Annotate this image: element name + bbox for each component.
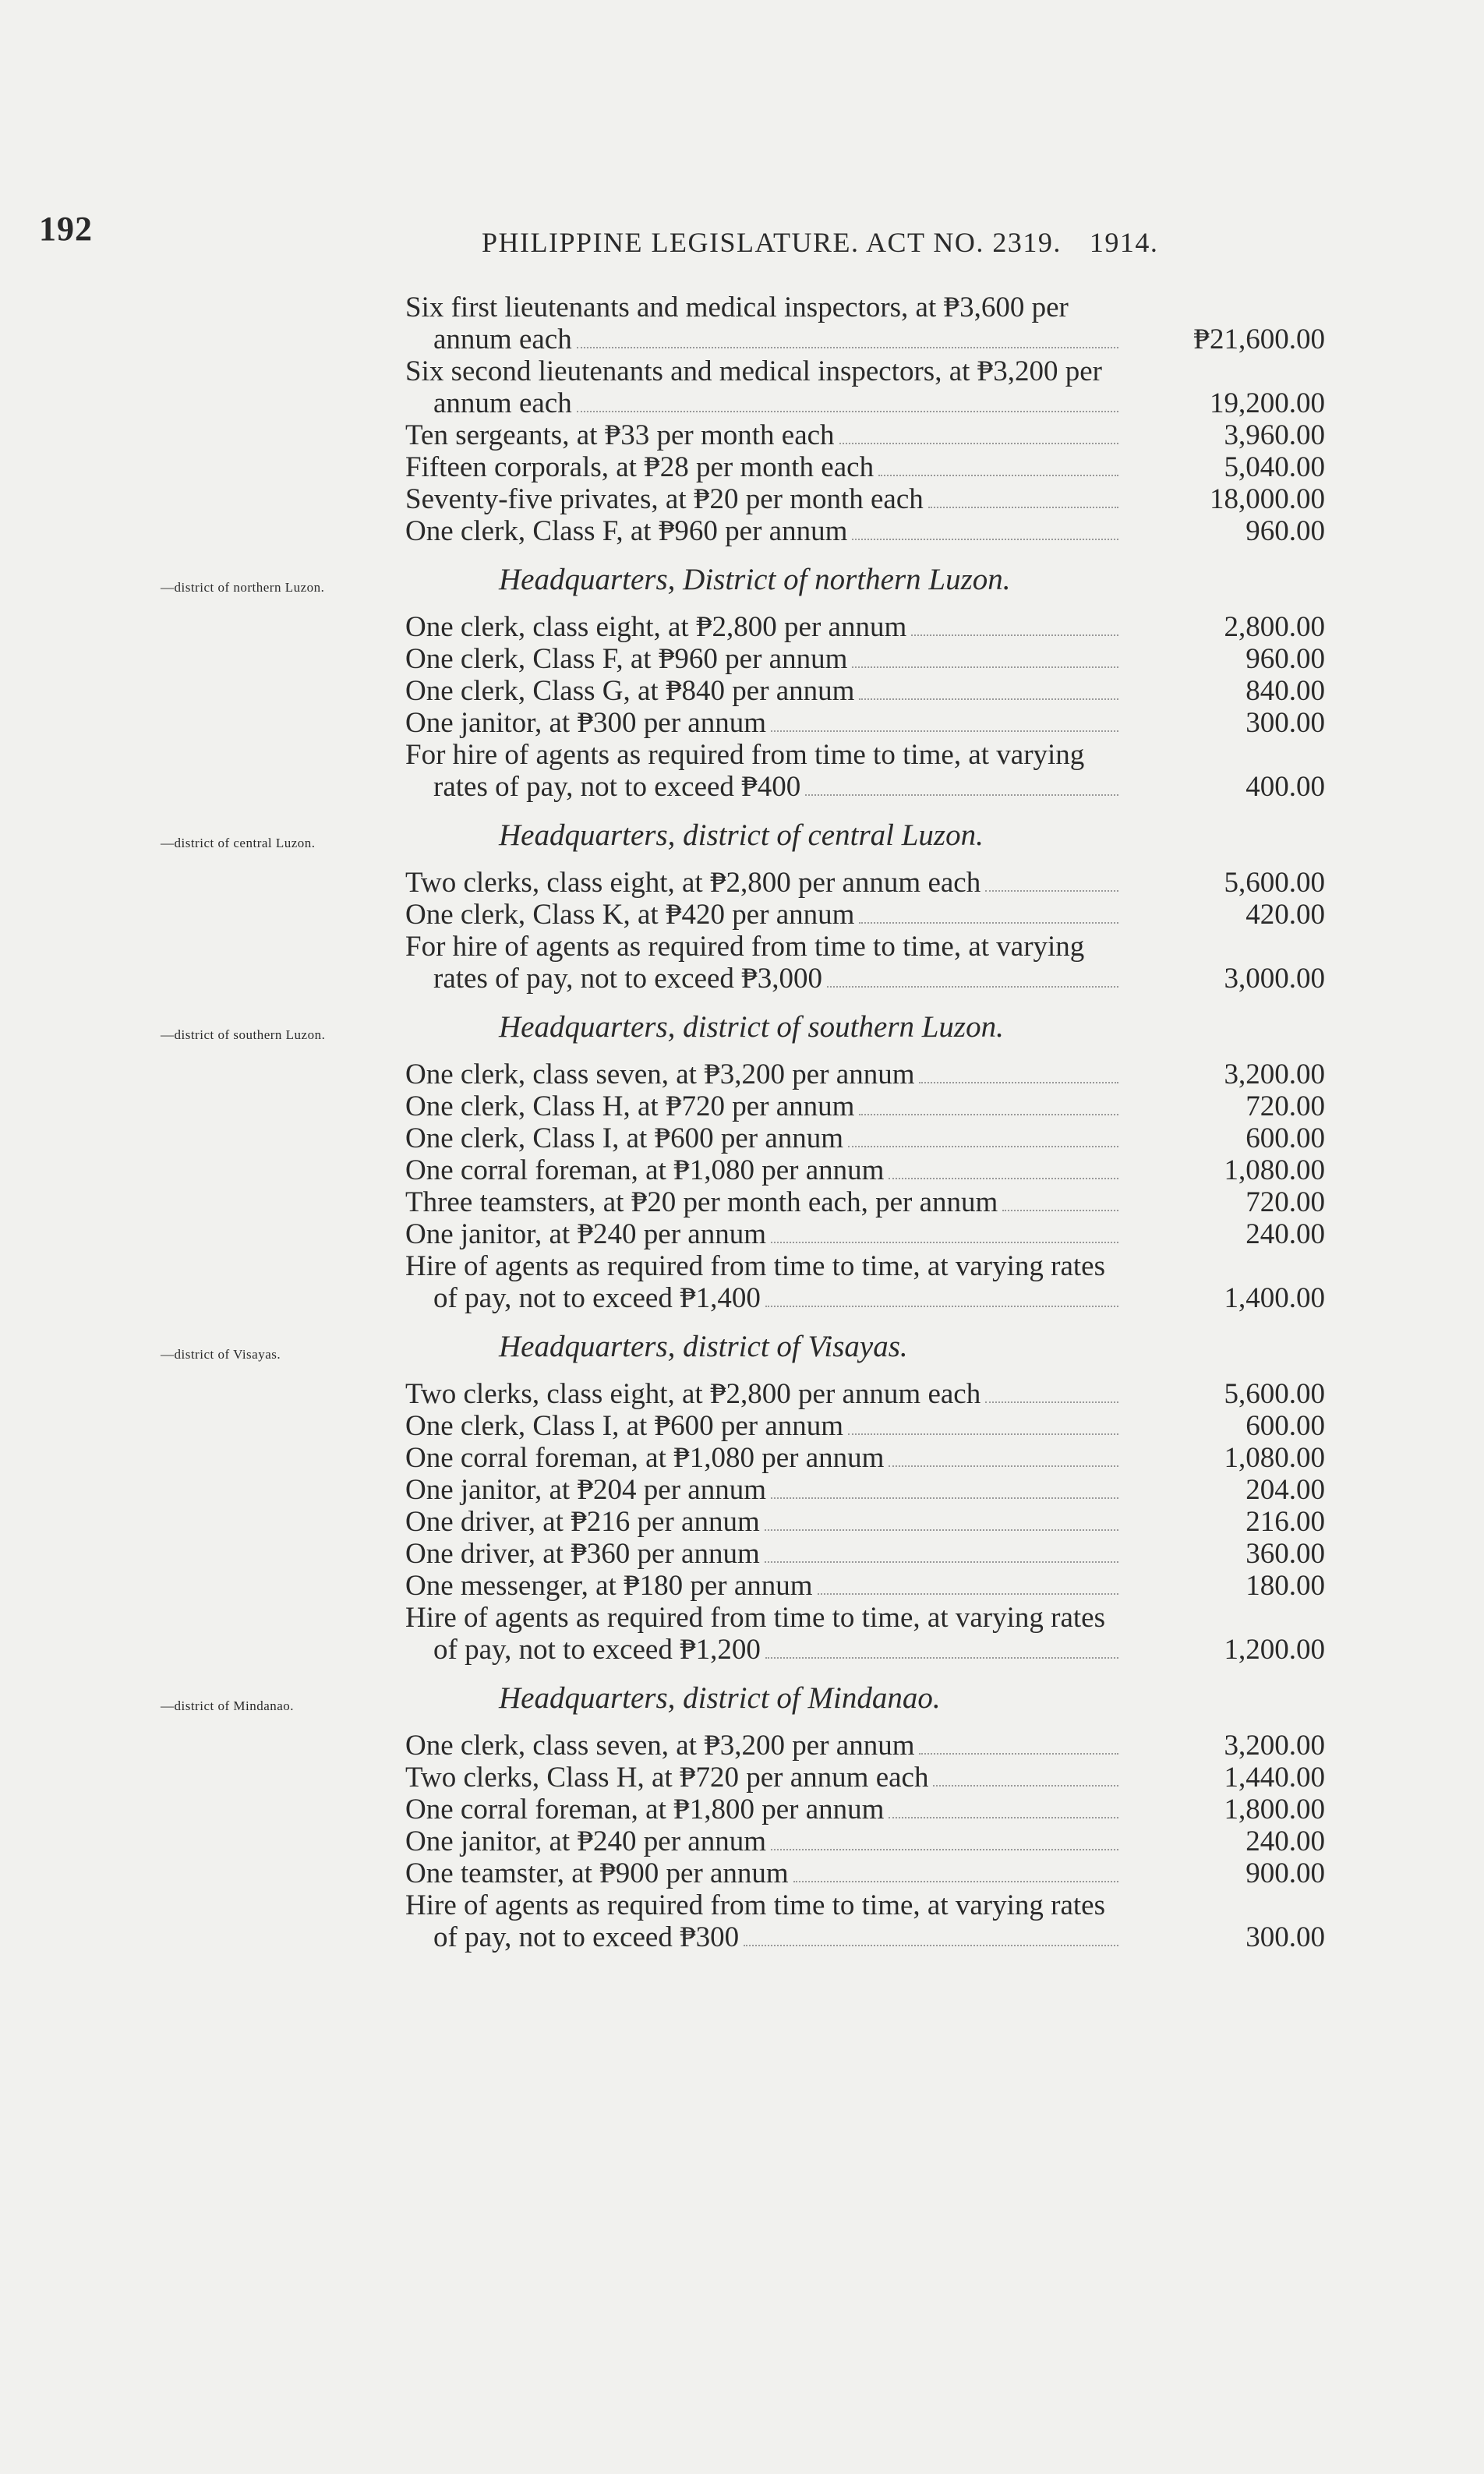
line-item-description	[405, 1186, 1126, 1218]
line-item	[405, 611, 1325, 643]
line-item	[405, 1570, 1325, 1602]
line-item-text: One clerk, class seven, at ₱3,200 per annum	[405, 1059, 915, 1090]
line-item	[405, 1506, 1325, 1538]
line-item	[405, 1154, 1325, 1186]
line-item-description	[405, 1825, 1126, 1857]
line-item-amount: 204.00	[1246, 1474, 1325, 1506]
line-item	[405, 1474, 1325, 1506]
line-item-text: One clerk, Class G, at ₱840 per annum	[405, 675, 855, 707]
line-item	[405, 1090, 1325, 1122]
dot-leader	[765, 1523, 1118, 1531]
margin-note: —district of central Luzon.	[161, 836, 316, 850]
line-item-amount: 1,800.00	[1224, 1794, 1325, 1825]
line-item-description	[405, 1794, 1126, 1825]
dot-leader	[928, 500, 1118, 508]
line-item-text: One clerk, Class K, at ₱420 per annum	[405, 899, 855, 931]
line-item-text: Ten sergeants, at ₱33 per month each	[405, 419, 835, 451]
line-item-amount: 1,080.00	[1224, 1442, 1325, 1474]
line-item-description	[405, 515, 1126, 547]
line-item-text: Seventy-five privates, at ₱20 per month each	[405, 483, 924, 515]
line-item-amount: 19,200.00	[1210, 387, 1325, 419]
line-item	[405, 1602, 1325, 1666]
line-item-amount: 840.00	[1246, 675, 1325, 707]
line-item-description	[405, 1857, 1126, 1889]
dot-leader	[859, 1108, 1118, 1115]
line-item	[405, 1442, 1325, 1474]
line-item-text: Hire of agents as required from time to time, at varying rates of pay, not to exceed ₱1,400	[405, 1250, 1105, 1314]
line-item	[405, 1059, 1325, 1090]
dot-leader	[744, 1939, 1118, 1946]
line-item-text: Six second lieutenants and medical inspectors, at ₱3,200 per annum each	[405, 355, 1102, 419]
line-item	[405, 1825, 1325, 1857]
line-item	[405, 1122, 1325, 1154]
line-item-text: For hire of agents as required from time to time, at varying rates of pay, not to exceed ₱3,000	[405, 931, 1085, 995]
section-heading: Headquarters, District of northern Luzon.	[499, 563, 1011, 596]
dot-leader	[839, 436, 1118, 444]
line-item	[405, 1250, 1325, 1314]
dot-leader	[848, 1140, 1118, 1147]
page-number: 192	[39, 210, 93, 248]
line-item-description	[405, 1570, 1126, 1602]
section	[0, 1010, 1484, 1314]
line-item-text: One clerk, Class F, at ₱960 per annum	[405, 643, 848, 675]
line-item	[405, 1730, 1325, 1762]
line-item-amount: 1,440.00	[1224, 1762, 1325, 1794]
line-item-amount: 420.00	[1246, 899, 1325, 931]
dot-leader	[577, 405, 1118, 412]
line-item	[405, 451, 1325, 483]
line-item	[405, 931, 1325, 995]
dot-leader	[771, 724, 1118, 732]
dot-leader	[852, 532, 1118, 540]
line-item-text: Hire of agents as required from time to time, at varying rates of pay, not to exceed ₱1,200	[405, 1602, 1105, 1666]
section	[0, 563, 1484, 803]
line-item	[405, 1410, 1325, 1442]
line-item-text: Two clerks, class eight, at ₱2,800 per annum each	[405, 867, 981, 899]
line-item-description	[405, 707, 1126, 739]
appropriation-list	[0, 292, 1484, 1953]
line-item-description	[405, 675, 1126, 707]
line-item-text: One corral foreman, at ₱1,080 per annum	[405, 1154, 885, 1186]
margin-note: —district of Mindanao.	[161, 1698, 295, 1713]
line-item-amount: 1,200.00	[1224, 1634, 1325, 1666]
line-item-description	[405, 1218, 1126, 1250]
line-item	[405, 355, 1325, 419]
line-item-amount: 600.00	[1246, 1410, 1325, 1442]
line-item-amount: 600.00	[1246, 1122, 1325, 1154]
line-item-description	[405, 1474, 1126, 1506]
line-item-text: One clerk, class eight, at ₱2,800 per annum	[405, 611, 907, 643]
line-item-text: Six first lieutenants and medical inspectors, at ₱3,600 per annum each	[405, 292, 1069, 355]
line-item-description	[405, 355, 1126, 419]
dot-leader	[771, 1491, 1118, 1499]
line-item-amount: 400.00	[1246, 771, 1325, 803]
line-item-text: Fifteen corporals, at ₱28 per month each	[405, 451, 874, 483]
line-item	[405, 483, 1325, 515]
dot-leader	[577, 341, 1118, 348]
line-item-description	[405, 1889, 1126, 1953]
dot-leader	[889, 1172, 1118, 1179]
line-item-description	[405, 1059, 1126, 1090]
line-item-amount: 3,000.00	[1224, 963, 1325, 995]
dot-leader	[771, 1235, 1118, 1243]
line-item-text: Three teamsters, at ₱20 per month each, per annum	[405, 1186, 998, 1218]
line-item	[405, 292, 1325, 355]
line-item-amount: 180.00	[1246, 1570, 1325, 1602]
line-item-text: For hire of agents as required from time to time, at varying rates of pay, not to exceed ₱400	[405, 739, 1085, 803]
line-item-description	[405, 1442, 1126, 1474]
running-head-year: 1914.	[1089, 227, 1159, 258]
running-head-title: PHILIPPINE LEGISLATURE. ACT NO. 2319.	[482, 227, 1062, 258]
dot-leader	[911, 628, 1118, 636]
line-item	[405, 1857, 1325, 1889]
line-item-text: One messenger, at ₱180 per annum	[405, 1570, 813, 1602]
dot-leader	[771, 1843, 1118, 1850]
dot-leader	[919, 1076, 1118, 1083]
line-item-text: One teamster, at ₱900 per annum	[405, 1857, 789, 1889]
line-item-amount: 5,040.00	[1224, 451, 1325, 483]
line-item-description	[405, 643, 1126, 675]
line-item-text: One janitor, at ₱204 per annum	[405, 1474, 766, 1506]
line-item-text: One corral foreman, at ₱1,800 per annum	[405, 1794, 885, 1825]
dot-leader	[878, 468, 1118, 476]
line-item-text: One clerk, Class I, at ₱600 per annum	[405, 1410, 844, 1442]
line-item-description	[405, 1602, 1126, 1666]
line-item-description	[405, 1410, 1126, 1442]
dot-leader	[793, 1875, 1118, 1882]
dot-leader	[765, 1555, 1118, 1563]
line-item-amount: 5,600.00	[1224, 867, 1325, 899]
line-item	[405, 1762, 1325, 1794]
line-item	[405, 1538, 1325, 1570]
line-item-amount: 3,200.00	[1224, 1059, 1325, 1090]
dot-leader	[859, 692, 1118, 700]
section	[0, 1681, 1484, 1953]
line-item-text: Two clerks, Class H, at ₱720 per annum each	[405, 1762, 929, 1794]
line-item-amount: 720.00	[1246, 1090, 1325, 1122]
line-item-amount: 360.00	[1246, 1538, 1325, 1570]
section-heading: Headquarters, district of Visayas.	[499, 1330, 908, 1363]
line-item-description	[405, 1090, 1126, 1122]
line-item-text: One clerk, Class F, at ₱960 per annum	[405, 515, 848, 547]
line-item-description	[405, 611, 1126, 643]
dot-leader	[818, 1587, 1118, 1595]
line-item-amount: ₱21,600.00	[1193, 323, 1325, 355]
line-item	[405, 1186, 1325, 1218]
dot-leader	[805, 788, 1118, 796]
line-item-description	[405, 1538, 1126, 1570]
line-item-description	[405, 931, 1126, 995]
line-item	[405, 707, 1325, 739]
line-item-description	[405, 419, 1126, 451]
section-heading: Headquarters, district of Mindanao.	[499, 1681, 941, 1715]
line-item-description	[405, 292, 1126, 355]
dot-leader	[848, 1427, 1118, 1435]
line-item-description	[405, 867, 1126, 899]
line-item	[405, 899, 1325, 931]
dot-leader	[919, 1747, 1118, 1755]
line-item-amount: 960.00	[1246, 643, 1325, 675]
line-item-text: One clerk, Class H, at ₱720 per annum	[405, 1090, 855, 1122]
line-item-amount: 1,400.00	[1224, 1282, 1325, 1314]
section-heading: Headquarters, district of southern Luzon.	[499, 1010, 1004, 1044]
section	[0, 818, 1484, 995]
line-item-description	[405, 1122, 1126, 1154]
line-item-amount: 216.00	[1246, 1506, 1325, 1538]
line-item-amount: 240.00	[1246, 1218, 1325, 1250]
dot-leader	[827, 980, 1118, 988]
line-item-text: One janitor, at ₱240 per annum	[405, 1825, 766, 1857]
section-heading: Headquarters, district of central Luzon.	[499, 818, 984, 852]
section	[0, 292, 1484, 547]
line-item-text: One corral foreman, at ₱1,080 per annum	[405, 1442, 885, 1474]
line-item-text: One driver, at ₱360 per annum	[405, 1538, 760, 1570]
dot-leader	[933, 1779, 1118, 1787]
line-item-text: One clerk, class seven, at ₱3,200 per annum	[405, 1730, 915, 1762]
dot-leader	[889, 1459, 1118, 1467]
line-item	[405, 1218, 1325, 1250]
line-item	[405, 675, 1325, 707]
line-item-text: One janitor, at ₱240 per annum	[405, 1218, 766, 1250]
dot-leader	[1002, 1203, 1118, 1211]
line-item	[405, 515, 1325, 547]
dot-leader	[889, 1811, 1118, 1818]
line-item-amount: 720.00	[1246, 1186, 1325, 1218]
line-item-description	[405, 1154, 1126, 1186]
line-item	[405, 643, 1325, 675]
line-item-text: One janitor, at ₱300 per annum	[405, 707, 766, 739]
line-item-description	[405, 1506, 1126, 1538]
line-item-description	[405, 899, 1126, 931]
dot-leader	[985, 884, 1118, 892]
line-item-text: One driver, at ₱216 per annum	[405, 1506, 760, 1538]
line-item-amount: 300.00	[1246, 707, 1325, 739]
line-item-description	[405, 1762, 1126, 1794]
line-item	[405, 867, 1325, 899]
dot-leader	[859, 916, 1118, 924]
dot-leader	[765, 1299, 1118, 1307]
line-item	[405, 1889, 1325, 1953]
line-item	[405, 1794, 1325, 1825]
line-item	[405, 739, 1325, 803]
line-item-amount: 18,000.00	[1210, 483, 1325, 515]
line-item-description	[405, 451, 1126, 483]
margin-note: —district of Visayas.	[161, 1347, 281, 1362]
line-item-text: Two clerks, class eight, at ₱2,800 per annum each	[405, 1378, 981, 1410]
line-item-text: One clerk, Class I, at ₱600 per annum	[405, 1122, 844, 1154]
running-head	[482, 226, 1158, 259]
dot-leader	[985, 1395, 1118, 1403]
line-item-amount: 5,600.00	[1224, 1378, 1325, 1410]
line-item-amount: 1,080.00	[1224, 1154, 1325, 1186]
dot-leader	[765, 1651, 1118, 1659]
margin-note: —district of northern Luzon.	[161, 580, 325, 595]
line-item-description	[405, 1730, 1126, 1762]
line-item-amount: 900.00	[1246, 1857, 1325, 1889]
line-item-amount: 240.00	[1246, 1825, 1325, 1857]
line-item-description	[405, 1378, 1126, 1410]
dot-leader	[852, 660, 1118, 668]
line-item	[405, 1378, 1325, 1410]
line-item-amount: 3,200.00	[1224, 1730, 1325, 1762]
line-item-amount: 2,800.00	[1224, 611, 1325, 643]
line-item-text: Hire of agents as required from time to time, at varying rates of pay, not to exceed ₱300	[405, 1889, 1105, 1953]
line-item-description	[405, 483, 1126, 515]
section	[0, 1330, 1484, 1666]
line-item-amount: 300.00	[1246, 1921, 1325, 1953]
margin-note: —district of southern Luzon.	[161, 1027, 326, 1042]
line-item-description	[405, 739, 1126, 803]
line-item	[405, 419, 1325, 451]
line-item-amount: 960.00	[1246, 515, 1325, 547]
line-item-amount: 3,960.00	[1224, 419, 1325, 451]
line-item-description	[405, 1250, 1126, 1314]
